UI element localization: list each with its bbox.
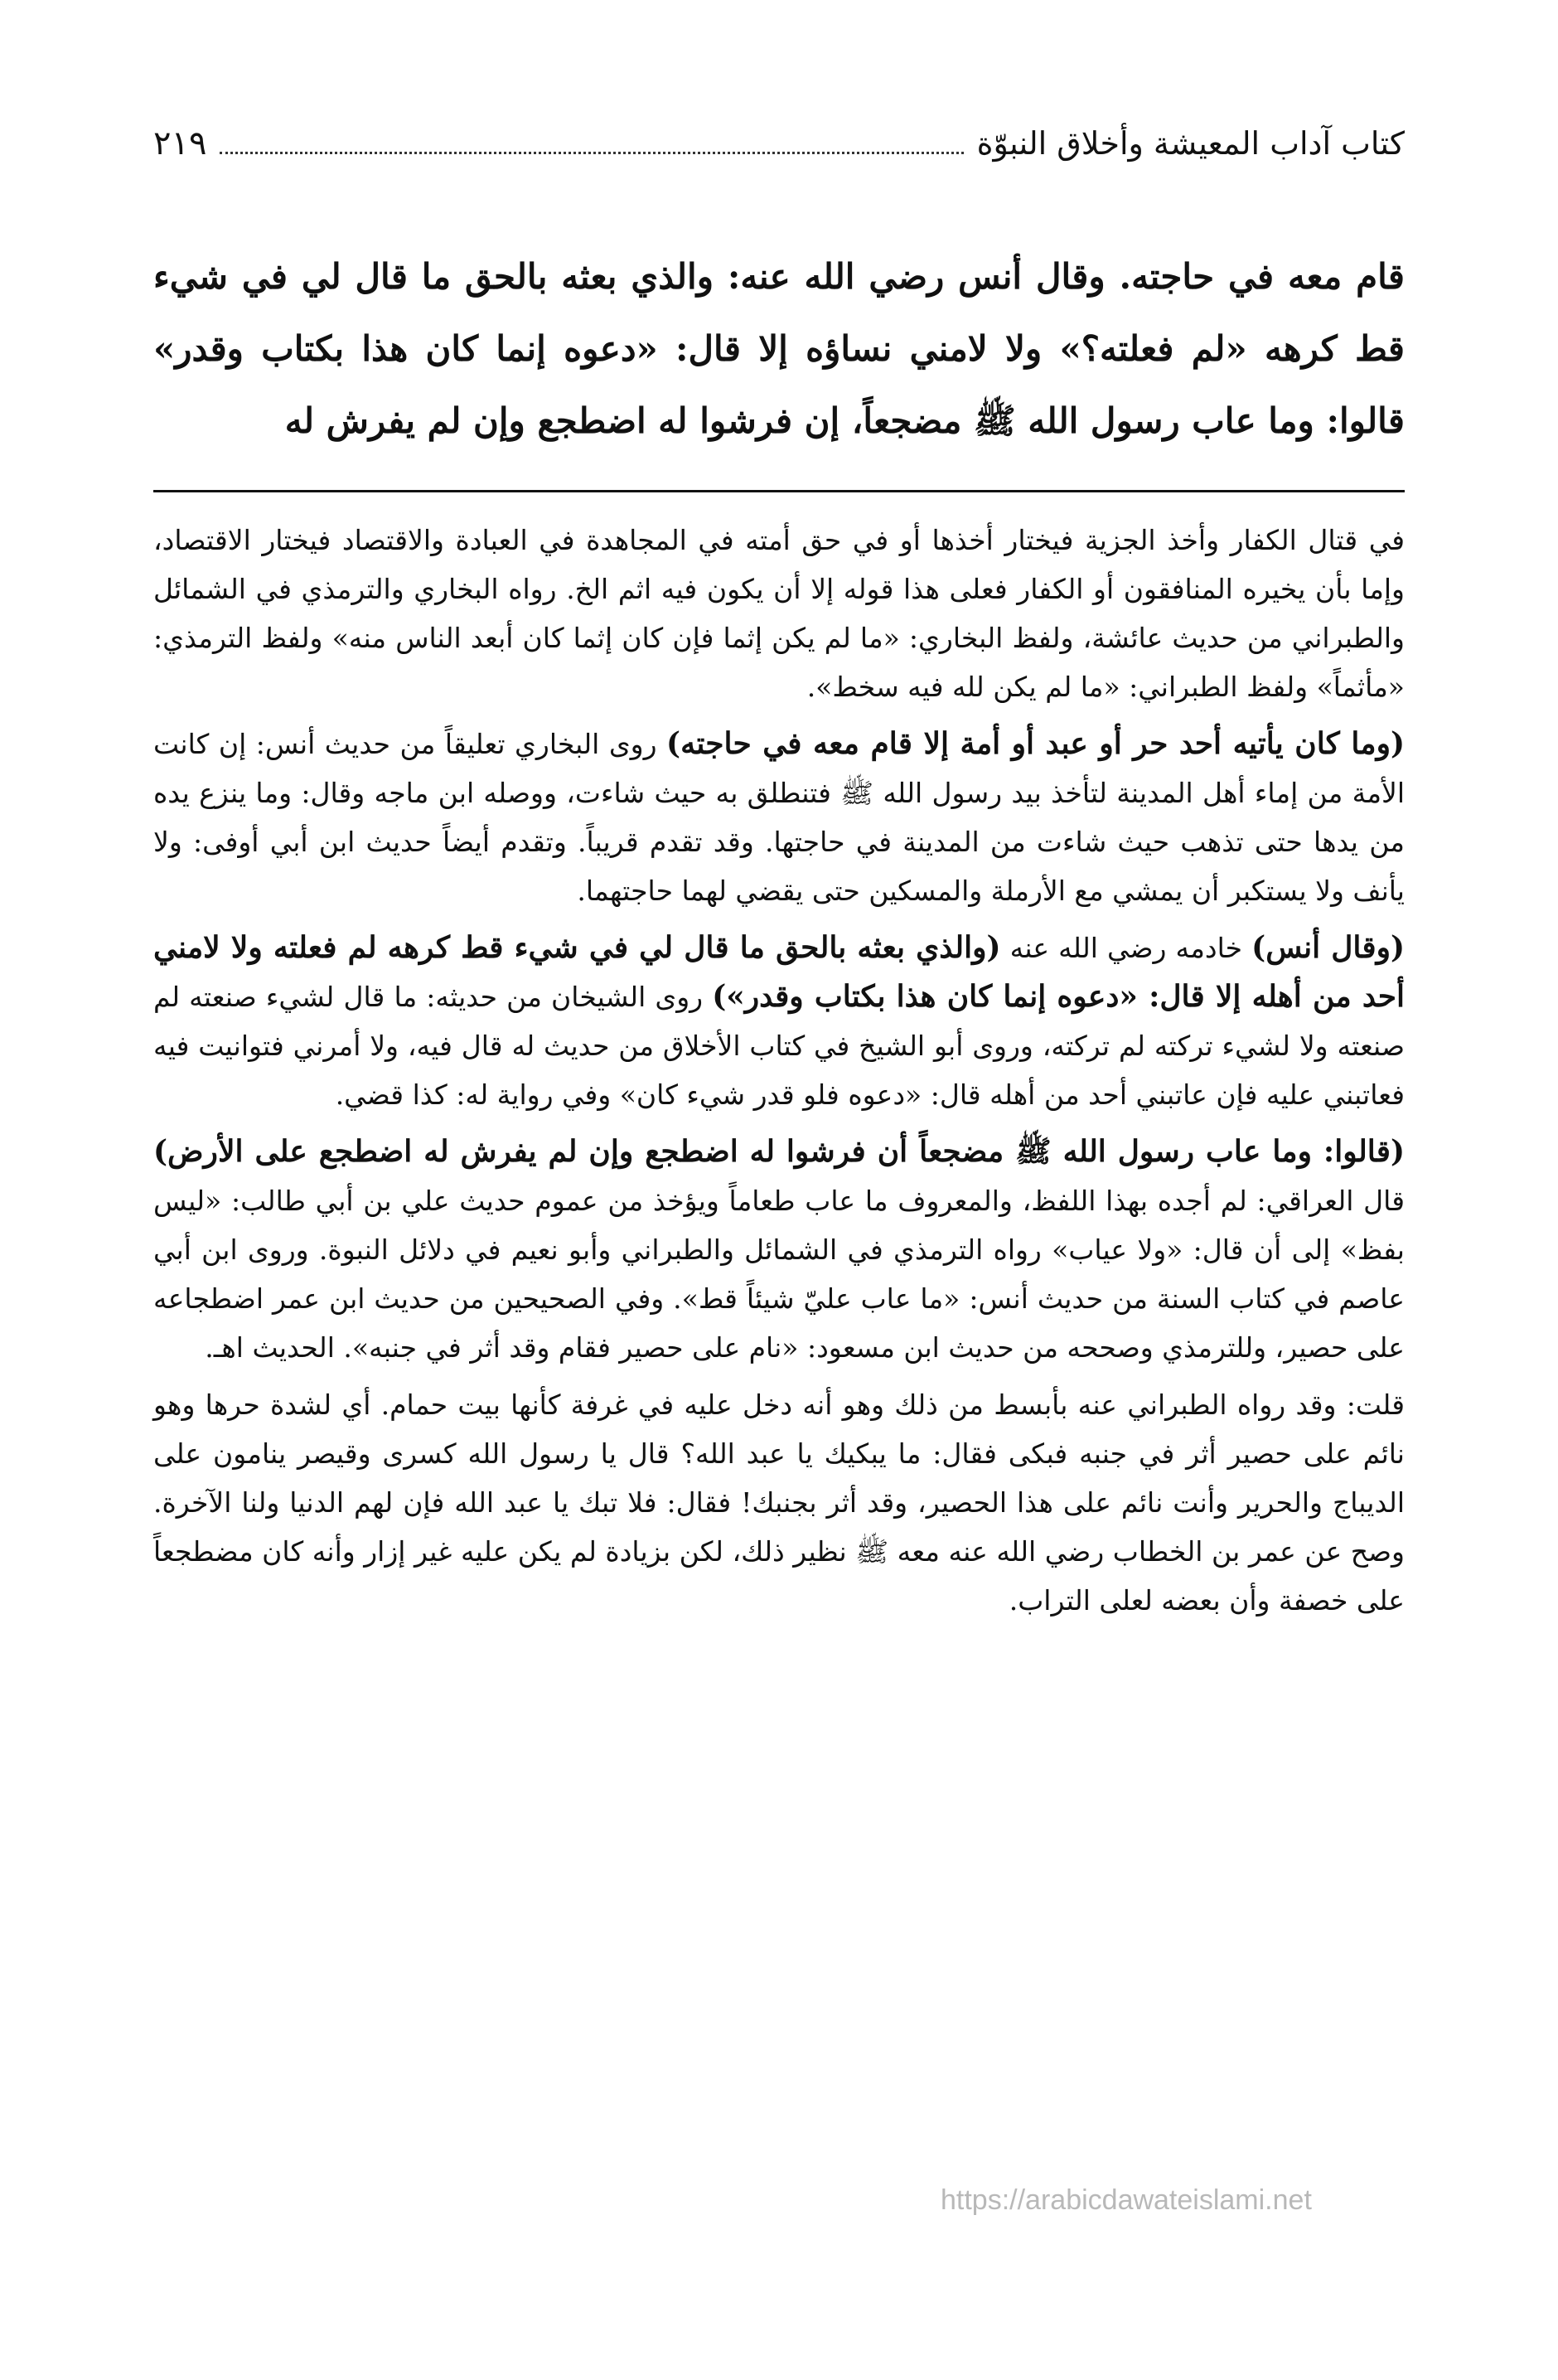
- quoted-matn: (والذي بعثه بالحق ما قال لي في شيء قط كرهه لم فعلته ولا لامني أحد من أهله إلا قال: «دعوه إنما كان هذا بكتاب وقدر»): [153, 930, 1405, 1014]
- commentary-text: قال العراقي: لم أجده بهذا اللفظ، والمعروف ما عاب طعاماً ويؤخذ من عموم حديث علي بن أبي طالب: «ليس بفظ» إلى أن قال: «ولا عياب» رواه الترمذي في الشمائل والطبراني وأبو نعيم في دلائل النبوة. وروى ابن أبي عاصم في كتاب السنة من حديث أنس: «ما عاب عليّ شيئاً قط». وفي الصحيحين من حديث ابن عمر اضطجاعه على حصير، وللترمذي وصححه من حديث ابن مسعود: «نام على حصير فقام وقد أثر في جنبه». الحديث اهـ.: [153, 1185, 1405, 1364]
- commentary-paragraph-2: [153, 720, 1405, 915]
- commentary-text: روى الشيخان من حديثه: ما قال لشيء صنعته لم صنعته ولا لشيء تركته لم تركته، وروى أبو الشيخ في كتاب الأخلاق من حديث له قال فيه، ولا أمرني فتوانيت فيه فعاتبني عليه فإن عاتبني أحد من أهله قال: «دعوه فلو قدر شيء كان» وفي رواية له: كذا قضي.: [153, 981, 1405, 1111]
- commentary-paragraph-1: في قتال الكفار وأخذ الجزية فيختار أخذها أو في حق أمته في المجاهدة في العبادة والاقتصاد فيختار الاقتصاد، وإما بأن يخيره المنافقون أو الكفار فعلى هذا قوله إلا أن يكون فيه اثم الخ. رواه البخاري والترمذي في الشمائل والطبراني من حديث عائشة، ولفظ البخاري: «ما لم يكن إثما فإن كان إثما كان أبعد الناس منه» ولفظ الترمذي: «مأثماً» ولفظ الطبراني: «ما لم يكن لله فيه سخط».: [153, 524, 1405, 703]
- dot-leader: [220, 152, 963, 154]
- quoted-matn: (وقال أنس): [1251, 930, 1405, 965]
- commentary-paragraph-3: [153, 923, 1405, 1119]
- quoted-matn: (وما كان يأتيه أحد حر أو عبد أو أمة إلا قام معه في حاجته): [666, 726, 1406, 761]
- main-paragraph: قام معه في حاجته. وقال أنس رضي الله عنه: والذي بعثه بالحق ما قال لي في شيء قط كرهه «لم فعلته؟» ولا لامني نساؤه إلا قال: «دعوه إنما كان هذا بكتاب وقدر» قالوا: وما عاب رسول الله ﷺ مضجعاً، إن فرشوا له اضطجع وإن لم يفرش له: [153, 256, 1405, 441]
- commentary-text: روى البخاري تعليقاً من حديث أنس: إن كانت الأمة من إماء أهل المدينة لتأخذ بيد رسول الله ﷺ فتنطلق به حيث شاءت، ووصله ابن ماجه وقال: وما ينزع يده من يدها حتى تذهب حيث شاءت من المدينة في حاجتها. وقد تقدم قريباً. وتقدم أيضاً حديث ابن أبي أوفى: ولا يأنف ولا يستكبر أن يمشي مع الأرملة والمسكين حتى يقضي لهما حاجتهما.: [153, 728, 1405, 907]
- running-header: [153, 124, 1405, 182]
- watermark-url: https://arabicdawateislami.net: [941, 2184, 1312, 2216]
- page-number: ٢١٩: [153, 124, 207, 162]
- commentary-paragraph-5: قلت: وقد رواه الطبراني عنه بأبسط من ذلك وهو أنه دخل عليه في غرفة كأنها بيت حمام. أي لشدة حرها وهو نائم على حصير أثر في جنبه فبكى فقال: ما يبكيك يا عبد الله؟ قال يا رسول الله كسرى وقيصر ينامون على الديباج والحرير وأنت نائم على هذا الحصير، وقد أثر بجنبك! فقال: فلا تبك يا عبد الله فإن لهم الدنيا ولنا الآخرة. وصح عن عمر بن الخطاب رضي الله عنه معه ﷺ نظير ذلك، لكن بزيادة لم يكن عليه غير إزار وأنه كان مضطجعاً على خصفة وأن بعضه لعلى التراب.: [153, 1389, 1405, 1617]
- main-text: [153, 240, 1405, 457]
- book-title: كتاب آداب المعيشة وأخلاق النبوّة: [976, 125, 1405, 162]
- quoted-matn: (قالوا: وما عاب رسول الله ﷺ مضجعاً أن فرشوا له اضطجع وإن لم يفرش له اضطجع على الأرض): [153, 1134, 1405, 1169]
- commentary: [153, 516, 1405, 1625]
- page: [153, 124, 1405, 1633]
- footnote-divider: [153, 490, 1405, 492]
- commentary-text: خادمه رضي الله عنه: [1009, 932, 1243, 964]
- commentary-paragraph-4: [153, 1127, 1405, 1372]
